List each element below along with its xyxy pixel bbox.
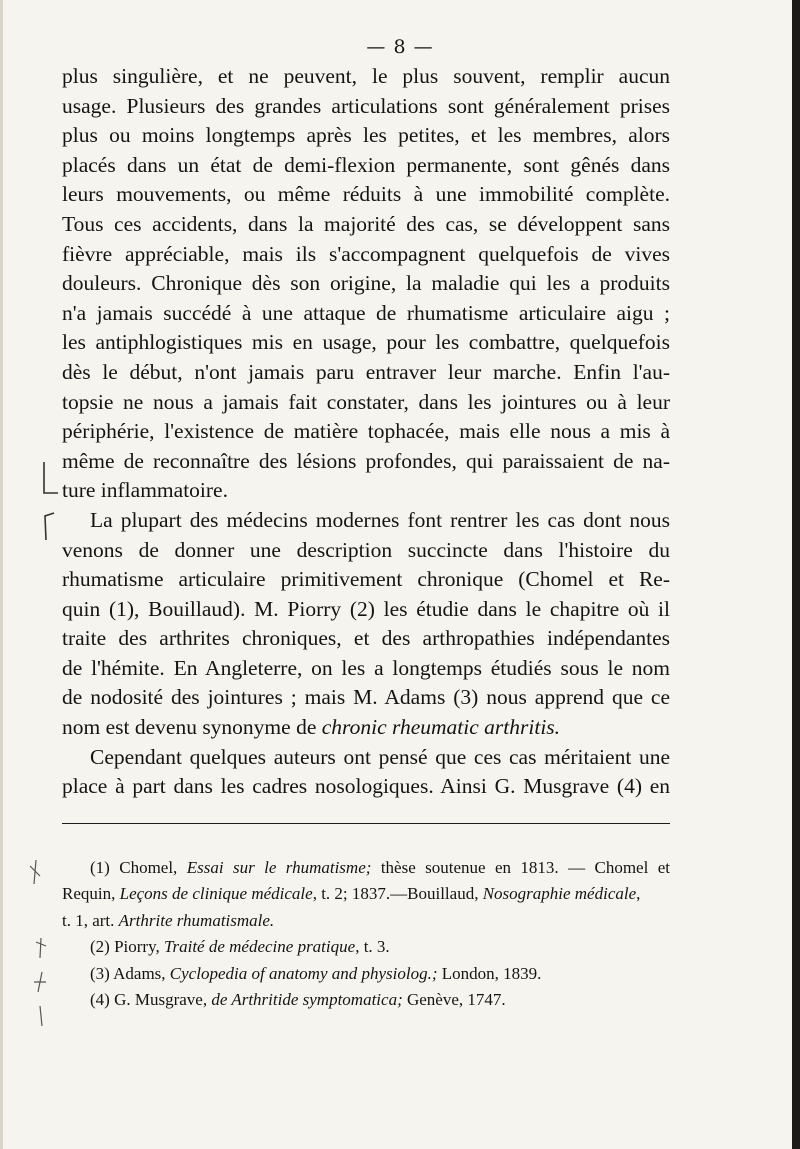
- footnote-4: (4) G. Musgrave, de Arthritide symptomatica; Genève, 1747.: [90, 989, 506, 1009]
- text-line: rhumatisme articulaire primitivement chronique (Chomel et Re-: [62, 567, 670, 592]
- footnote-rule: [62, 823, 670, 824]
- text-line: traite des arthrites chroniques, et des arthropathies indépendantes: [62, 626, 670, 651]
- margin-tick-mark: [34, 972, 46, 992]
- footnote-3: (3) Adams, Cyclopedia of anatomy and physiolog.; London, 1839.: [90, 963, 542, 983]
- footnote-1-line-2: Requin, Leçons de clinique médicale, t. 2; 1837.—Bouillaud, Nosographie médicale,: [62, 884, 641, 904]
- margin-tick-mark: [40, 1006, 42, 1026]
- text-line: même de reconnaître des lésions profondes, qui paraissaient de na-: [62, 448, 670, 473]
- margin-bracket-mark: [45, 513, 54, 540]
- text-line: les antiphlogistiques mis en usage, pour les combattre, quelquefois: [62, 330, 670, 355]
- text-line: topsie ne nous a jamais fait constater, dans les jointures ou à leur: [62, 389, 670, 414]
- text-line: ture inflammatoire.: [62, 478, 228, 503]
- text-line: de l'hémite. En Angleterre, on les a longtemps étudiés sous le nom: [62, 655, 670, 680]
- text-line: venons de donner une description succincte dans l'histoire du: [62, 537, 670, 562]
- text-line-start: nom est devenu synonyme de: [62, 715, 317, 740]
- text-line: quin (1), Bouillaud). M. Piorry (2) les étudie dans le chapitre où il: [62, 596, 670, 621]
- text-line: plus singulière, et ne peuvent, le plus souvent, remplir aucun: [62, 64, 670, 88]
- margin-bracket-mark: [44, 462, 58, 493]
- text-line: [62, 713, 670, 743]
- footnote-1-line-3: t. 1, art. Arthrite rhumatismale.: [62, 910, 275, 930]
- text-line: place à part dans les cadres nosologiques. Ainsi G. Musgrave (4) en: [62, 774, 670, 799]
- text-line: périphérie, l'existence de matière tophacée, mais elle nous a mis à: [62, 419, 670, 444]
- body-text: [62, 62, 670, 802]
- text-line: plus ou moins longtemps après les petites, et les membres, alors: [62, 123, 670, 148]
- footnote-1-line-1: (1) Chomel, Essai sur le rhumatisme; thèse soutenue en 1813. — Chomel et: [90, 858, 670, 877]
- text-line: douleurs. Chronique dès son origine, la maladie qui les a produits: [62, 271, 670, 296]
- text-line: n'a jamais succédé à une attaque de rhumatisme articulaire aigu ;: [62, 300, 670, 325]
- margin-tick-mark: [36, 938, 46, 958]
- footnote-2: (2) Piorry, Traité de médecine pratique, t. 3.: [90, 937, 390, 957]
- margin-tick-mark: [30, 860, 40, 884]
- italic-phrase: chronic rheumatic arthritis.: [321, 715, 561, 740]
- text-line: placés dans un état de demi-flexion permanente, sont gênés dans: [62, 152, 670, 177]
- text-line: Tous ces accidents, dans la majorité des cas, se développent sans: [62, 211, 670, 236]
- page-right-edge: [792, 0, 800, 1149]
- text-line: usage. Plusieurs des grandes articulations sont généralement prises: [62, 93, 670, 118]
- text-line: leurs mouvements, ou même réduits à une immobilité complète.: [62, 182, 670, 207]
- text-line: dès le début, n'ont jamais paru entraver leur marche. Enfin l'au-: [62, 359, 670, 384]
- paragraph-start-line: Cependant quelques auteurs ont pensé que ces cas méritaient une: [90, 744, 670, 769]
- text-line: fièvre appréciable, mais ils s'accompagnent quelquefois de vives: [62, 241, 670, 266]
- page-left-edge: [0, 0, 3, 1149]
- page-number: — 8 —: [366, 36, 434, 58]
- paragraph-start-line: La plupart des médecins modernes font rentrer les cas dont nous: [90, 507, 670, 532]
- footnotes: [62, 855, 670, 1013]
- text-line: de nodosité des jointures ; mais M. Adams (3) nous apprend que ce: [62, 685, 670, 710]
